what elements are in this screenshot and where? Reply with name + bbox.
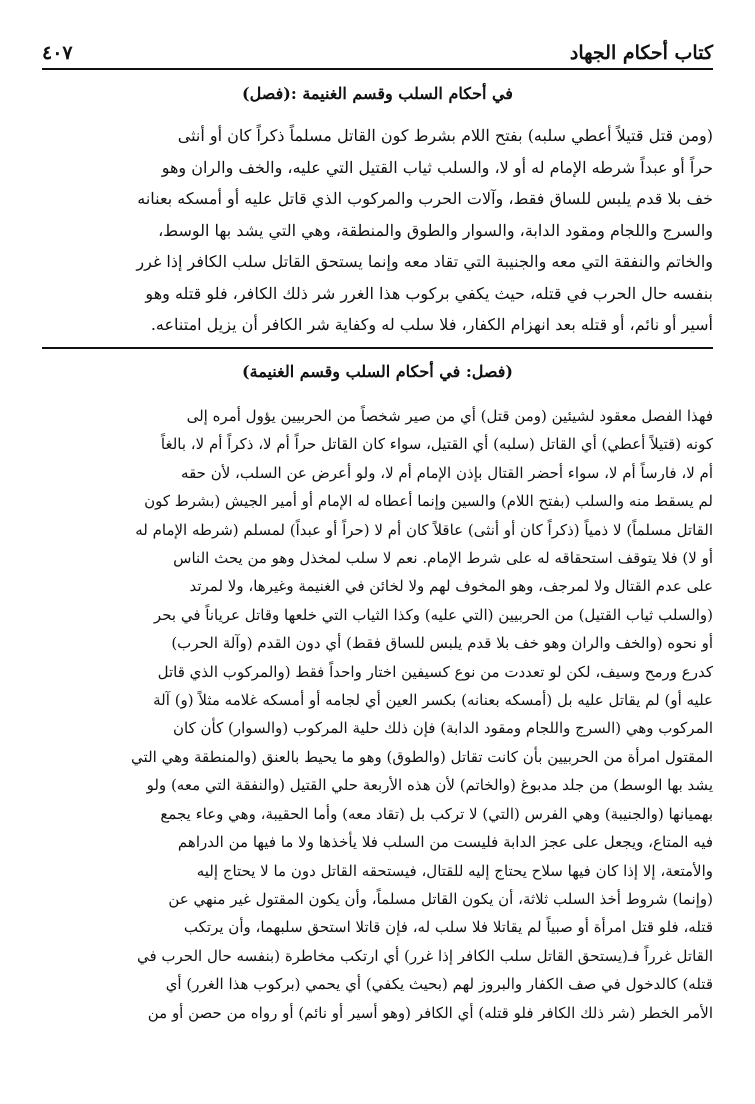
sharh-line: أو نحوه (والخف والران وهو خف بلا قدم يلبس للساق فقط) أي دون القدم (وآلة الحرب) <box>171 634 713 653</box>
matn-line: (ومن قتل قتيلاً أعطي سلبه) بفتح اللام بشرط كون القاتل مسلماً ذكراً كان أو أنثى <box>177 126 713 145</box>
sharh-line: بهميانها (والجنيبة) وهي الفرس (التي) لا تركب بل (تقاد معه) وأما الحقيبة، وهي وعاء يجمع <box>160 804 713 823</box>
matn-text <box>42 120 713 341</box>
sharh-line: (والسلب ثياب القتيل) من الحربيين (التي عليه) وكذا الثياب التي خلعها وقاتل عرياناً في بحر <box>153 605 713 624</box>
matn-line: أسير أو نائم، أو قتله بعد انهزام الكفار، فلا سلب له وكفاية شر الكافر أن يزيل امتناعه. <box>150 315 713 334</box>
sharh-line: عليه أو) لم يقاتل عليه بل (أمسكه بعنانه) بكسر العين أي لجامه أو أمسكه غلامه مثلاً (و) آلة <box>153 691 713 710</box>
book-title: كتاب أحكام الجهاد <box>569 42 713 64</box>
section-divider <box>42 347 713 349</box>
sharh-line: كونه (قتيلاً أعطي) أي القاتل (سلبه) أي القتيل، سواء كان القاتل حراً أم لا، ذكراً أم لا، بالغاً <box>160 435 713 454</box>
sharh-section-heading: (فصل: في أحكام السلب وقسم الغنيمة) <box>242 362 513 381</box>
sharh-line: أم لا، فارساً أم لا، سواء أحضر القتال بإذن الإمام أم لا، ولو أعرض عن السلب، لأن حقه <box>181 463 713 482</box>
sharh-text <box>42 402 713 1027</box>
matn-section-heading: (فصل): في أحكام السلب وقسم الغنيمة <box>242 84 513 103</box>
page-number: ٤٠٧ <box>42 42 73 64</box>
sharh-line: القاتل مسلماً) لا ذمياً (ذكراً كان أو أنثى) عاقلاً كان أم لا (حراً أو عبداً) لمسلم (شرطه الإمام له <box>135 520 713 539</box>
sharh-line: يشد بها الوسط) من جلد مدبوغ (والخاتم) لأن هذه الأربعة حلي القتيل (والنفقة التي معه) ولو <box>146 776 713 795</box>
matn-line: بنفسه حال الحرب في قتله، حيث يكفي بركوب هذا الغرر شر ذلك الكافر، فلو قتله وهو <box>145 283 713 303</box>
sharh-line: على عدم القتال ولا لمرجف، وهو المخوف لهم ولا لخائن في الغنيمة وغيرها، ولا لمرتد <box>189 577 713 596</box>
sharh-line: قتله) كالدخول في صف الكفار والبروز لهم (بحيث يكفي) أي يحمي (بركوب هذا الغرر) أي <box>165 975 713 994</box>
sharh-line: فيه المتاع، ويجعل على عجز الدابة فليست من السلب فلا يأخذها ولا ما فيها من الدراهم <box>177 833 713 852</box>
matn-line: حراً أو عبداً شرطه الإمام له أو لا، والسلب ثياب القتيل التي عليه، والخف والران وهو <box>161 157 713 177</box>
sharh-line: المقتول امرأة من الحربيين بأن كانت تقاتل (والطوق) وهو ما يحيط بالعنق (والمنطقة وهي التي <box>131 747 713 766</box>
matn-line: والخاتم والنفقة التي معه والجنيبة التي تقاد معه وإنما يستحق القاتل سلب الكافر إذا غرر <box>136 252 713 271</box>
sharh-line: كدرع ورمح وسيف، لكن لو تعددت من نوع كسيفين اختار واحداً فقط (والمركوب الذي قاتل <box>157 662 713 681</box>
sharh-line: الأمر الخطر (شر ذلك الكافر فلو قتله) أي الكافر (وهو أسير أو نائم) أو رواه من حصن أو من <box>147 1003 713 1022</box>
matn-line: والسرج واللجام ومقود الدابة، والسوار والطوق والمنطقة، وهي التي يشد بها الوسط، <box>158 220 713 240</box>
sharh-line: المركوب وهي (السرج واللجام ومقود الدابة) فإن ذلك حلية المركوب (والسوار) كأن كان <box>173 719 713 738</box>
sharh-line: أو لا) فلا يتوقف استحقاقه له على شرط الإمام. نعم لا سلب لمخذل وهو من يحث الناس <box>173 549 713 568</box>
matn-line: خف بلا قدم يلبس للساق فقط، وآلات الحرب والمركوب الذي قاتل عليه أو أمسكه بعنانه <box>137 189 713 208</box>
sharh-line: لم يسقط منه والسلب (بفتح اللام) والسين وإنما أعطاه له الإمام أو أمير الجيش (بشرط كون <box>144 492 713 511</box>
sharh-line: فهذا الفصل معقود لشيئين (ومن قتل) أي من صير شخصاً من الحربيين يؤول أمره إلى <box>186 407 713 425</box>
running-header <box>42 30 713 70</box>
sharh-line: قتله، فلو قتل امرأة أو صبياً لم يقاتلا فلا سلب له، فإن قاتلا استحق سلبهما، وأن يرتكب <box>183 918 713 937</box>
sharh-line: (وإنما) شروط أخذ السلب ثلاثة، أن يكون القاتل مسلماً، وأن يكون المقتول غير منهي عن <box>168 889 713 908</box>
sharh-line: والأمتعة، إلا إذا كان فيها سلاح يحتاج إليه للقتال، فيستحقه القاتل دون ما لا يحتاج إليه <box>196 861 713 880</box>
sharh-line: القاتل غرراً فـ(يستحق القاتل سلب الكافر إذا غرر) أي ارتكب مخاطرة (بنفسه حال الحرب في <box>136 946 713 965</box>
